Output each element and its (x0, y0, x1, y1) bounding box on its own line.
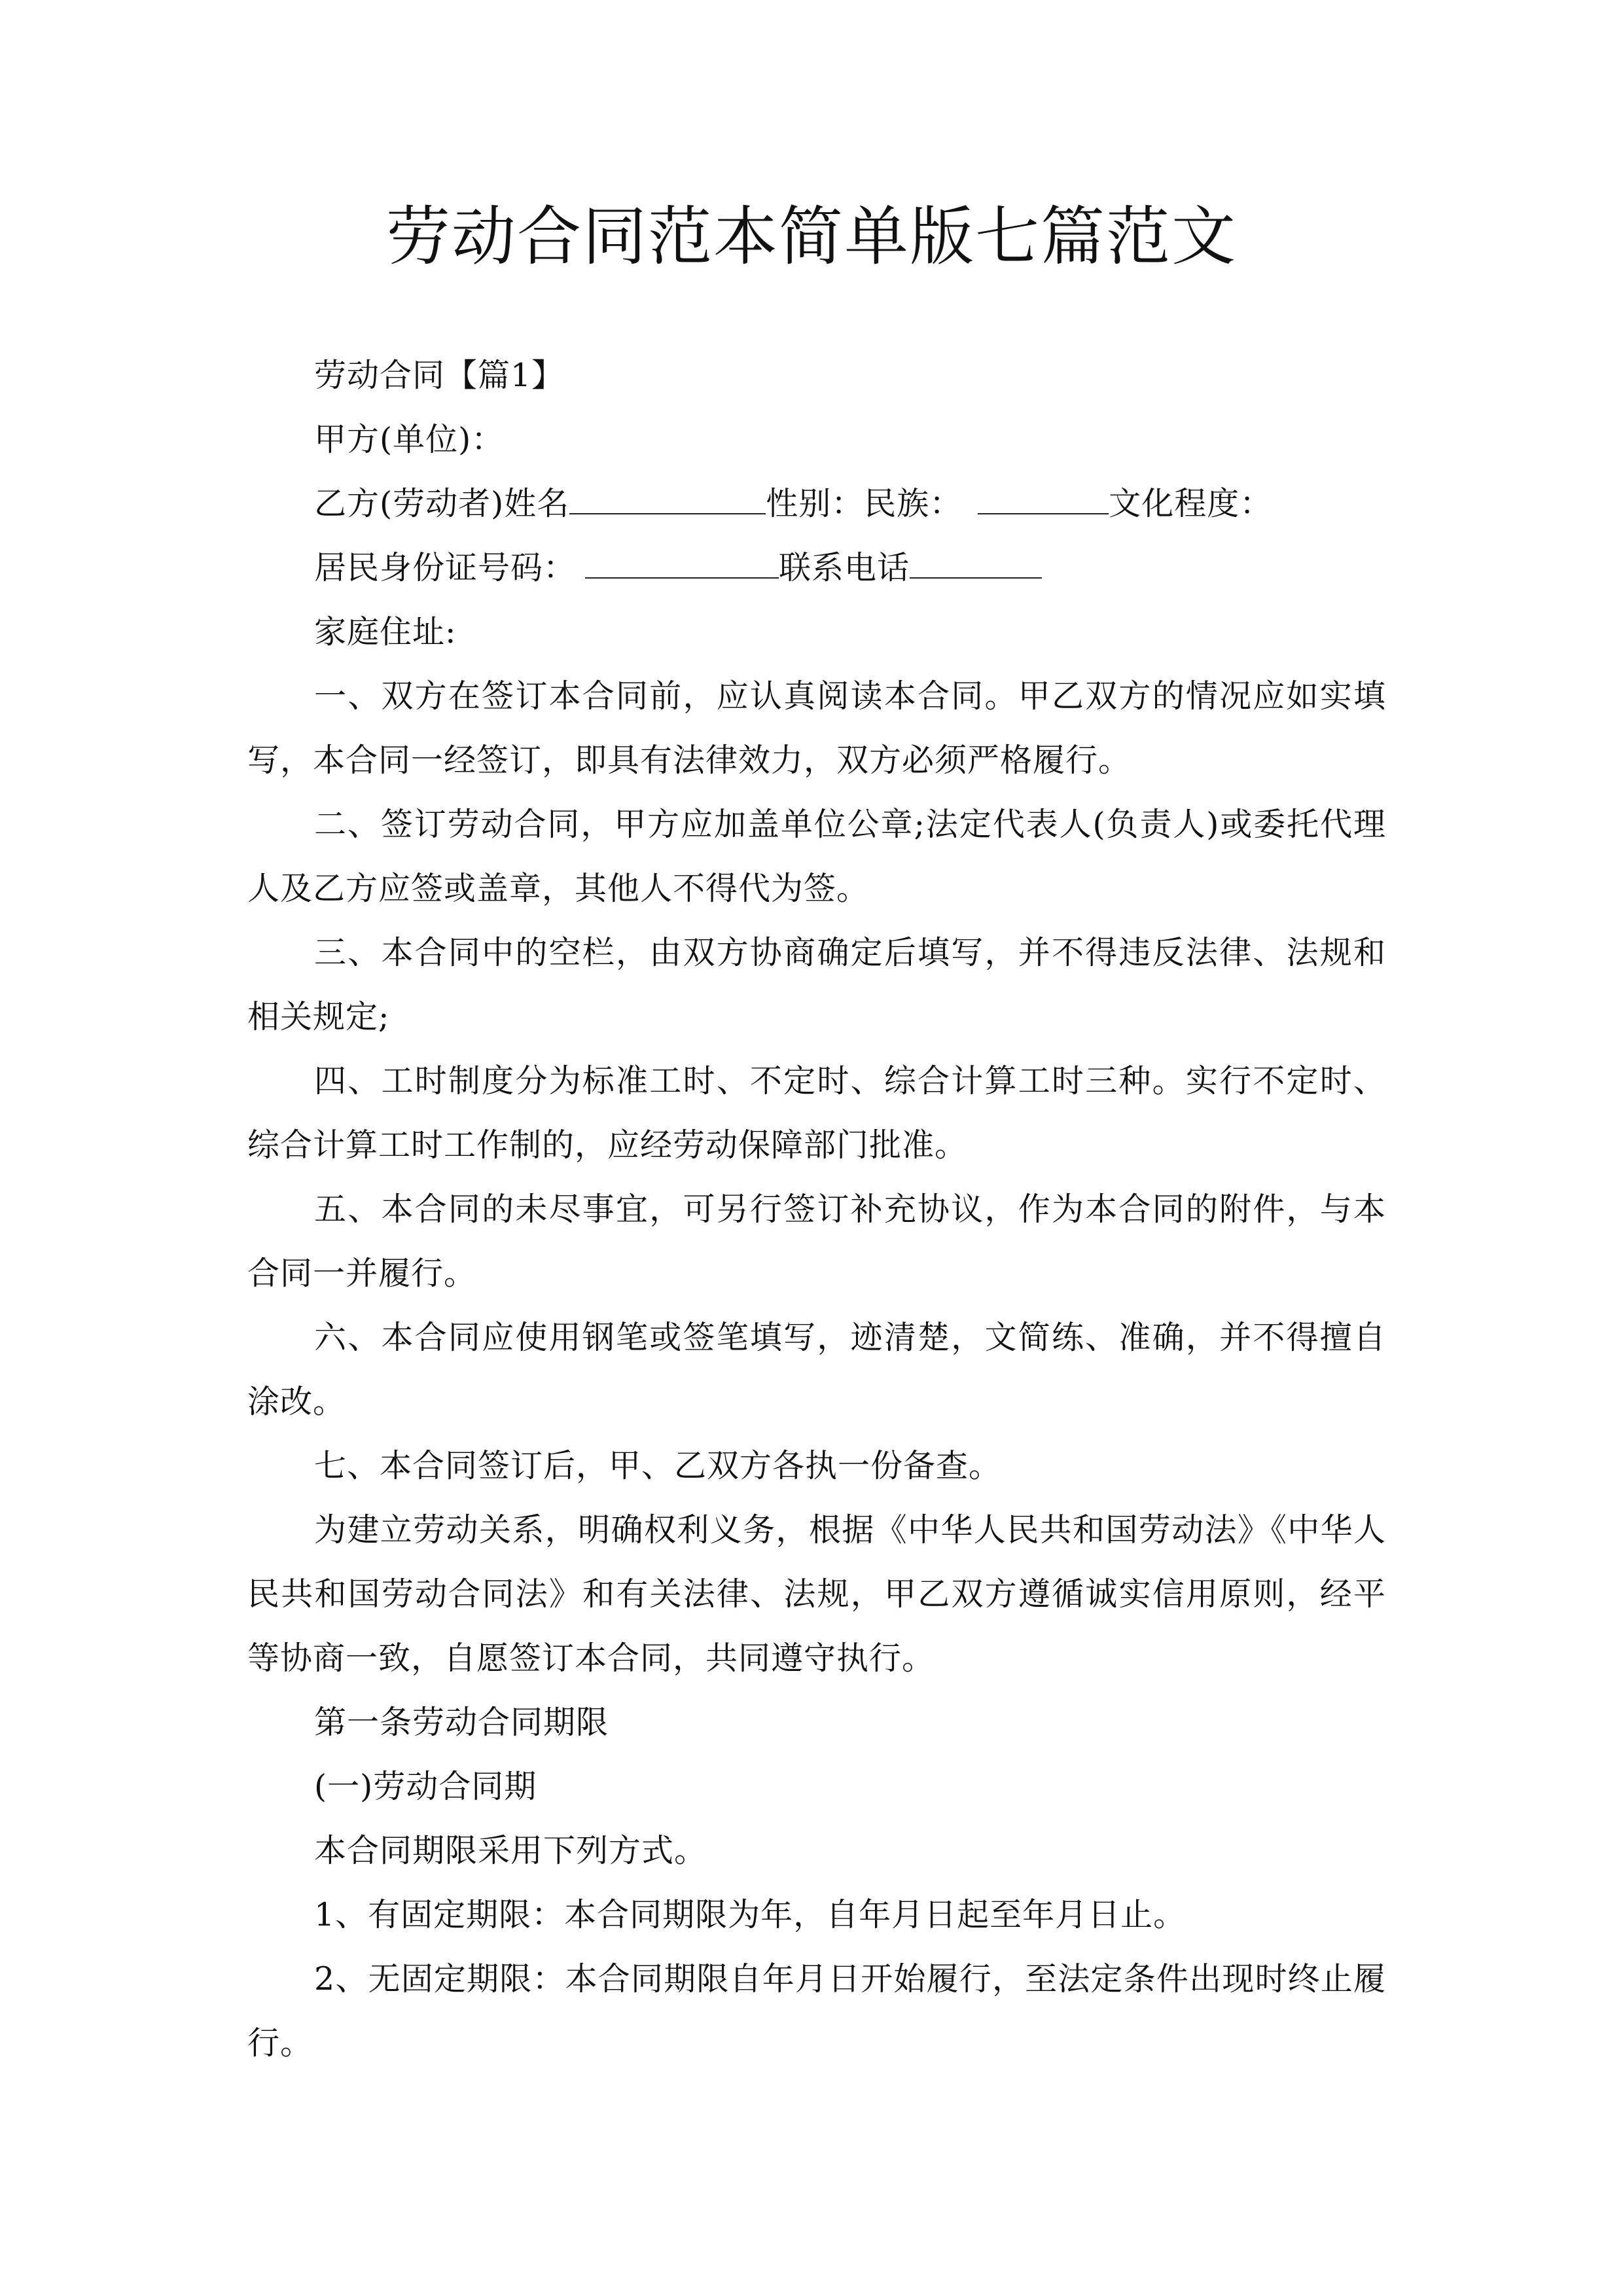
subsection-heading: (一)劳动合同期 (314, 1768, 537, 1805)
party-a-line: 甲方(单位)： (314, 421, 505, 458)
clause-paragraph: 七、本合同签订后，甲、乙双方各执一份备查。 (314, 1447, 1002, 1484)
id-label: 居民身份证号码： (314, 549, 577, 586)
body-paragraph: 2、无固定期限：本合同期限自年月日开始履行，至法定条件出现时终止履行。 (247, 1960, 1386, 2062)
document-body (247, 344, 1386, 2075)
section-heading: 劳动合同【篇1】 (314, 357, 565, 394)
phone-label: 联系电话 (779, 549, 910, 586)
id-blank (585, 547, 779, 579)
education-label: 文化程度： (1109, 485, 1273, 522)
address-line: 家庭住址: (314, 613, 457, 651)
clause-paragraph: 三、本合同中的空栏，由双方协商确定后填写，并不得违反法律、法规和相关规定; (247, 934, 1386, 1035)
clause-paragraph: 二、签订劳动合同，甲方应加盖单位公章;法定代表人(负责人)或委托代理人及乙方应签或盖章，其他人不得代为签。 (247, 806, 1386, 907)
body-paragraph: 本合同期限采用下列方式。 (314, 1832, 707, 1869)
clause-paragraph: 四、工时制度分为标准工时、不定时、综合计算工时三种。实行不定时、综合计算工时工作制的，应经劳动保障部门批准。 (247, 1062, 1386, 1164)
party-b-name-label: 乙方(劳动者)姓名 (314, 485, 570, 522)
phone-blank (910, 547, 1042, 579)
party-b-line (247, 472, 1386, 536)
body-paragraph: 1、有固定期限：本合同期限为年，自年月日起至年月日止。 (314, 1896, 1186, 1933)
clause-paragraph: 六、本合同应使用钢笔或签笔填写，迹清楚，文简练、准确，并不得擅自涂改。 (247, 1319, 1386, 1420)
ethnic-blank (978, 483, 1109, 514)
preamble-paragraph: 为建立劳动关系，明确权利义务，根据《中华人民共和国劳动法》《中华人民共和国劳动合同法》和有关法律、法规，甲乙双方遵循诚实信用原则，经平等协商一致，自愿签订本合同，共同遵守执行。 (247, 1511, 1386, 1677)
name-blank (569, 483, 766, 514)
id-phone-line (247, 536, 1386, 600)
clause-paragraph: 五、本合同的未尽事宜，可另行签订补充协议，作为本合同的附件，与本合同一并履行。 (247, 1191, 1386, 1292)
document-title: 劳动合同范本简单版七篇范文 (385, 200, 1237, 274)
article-heading: 第一条劳动合同期限 (314, 1704, 609, 1741)
gender-ethnic-label: 性别：民族： (766, 485, 963, 522)
clause-paragraph: 一、双方在签订本合同前，应认真阅读本合同。甲乙双方的情况应如实填写，本合同一经签订，即具有法律效力，双方必须严格履行。 (247, 677, 1386, 779)
